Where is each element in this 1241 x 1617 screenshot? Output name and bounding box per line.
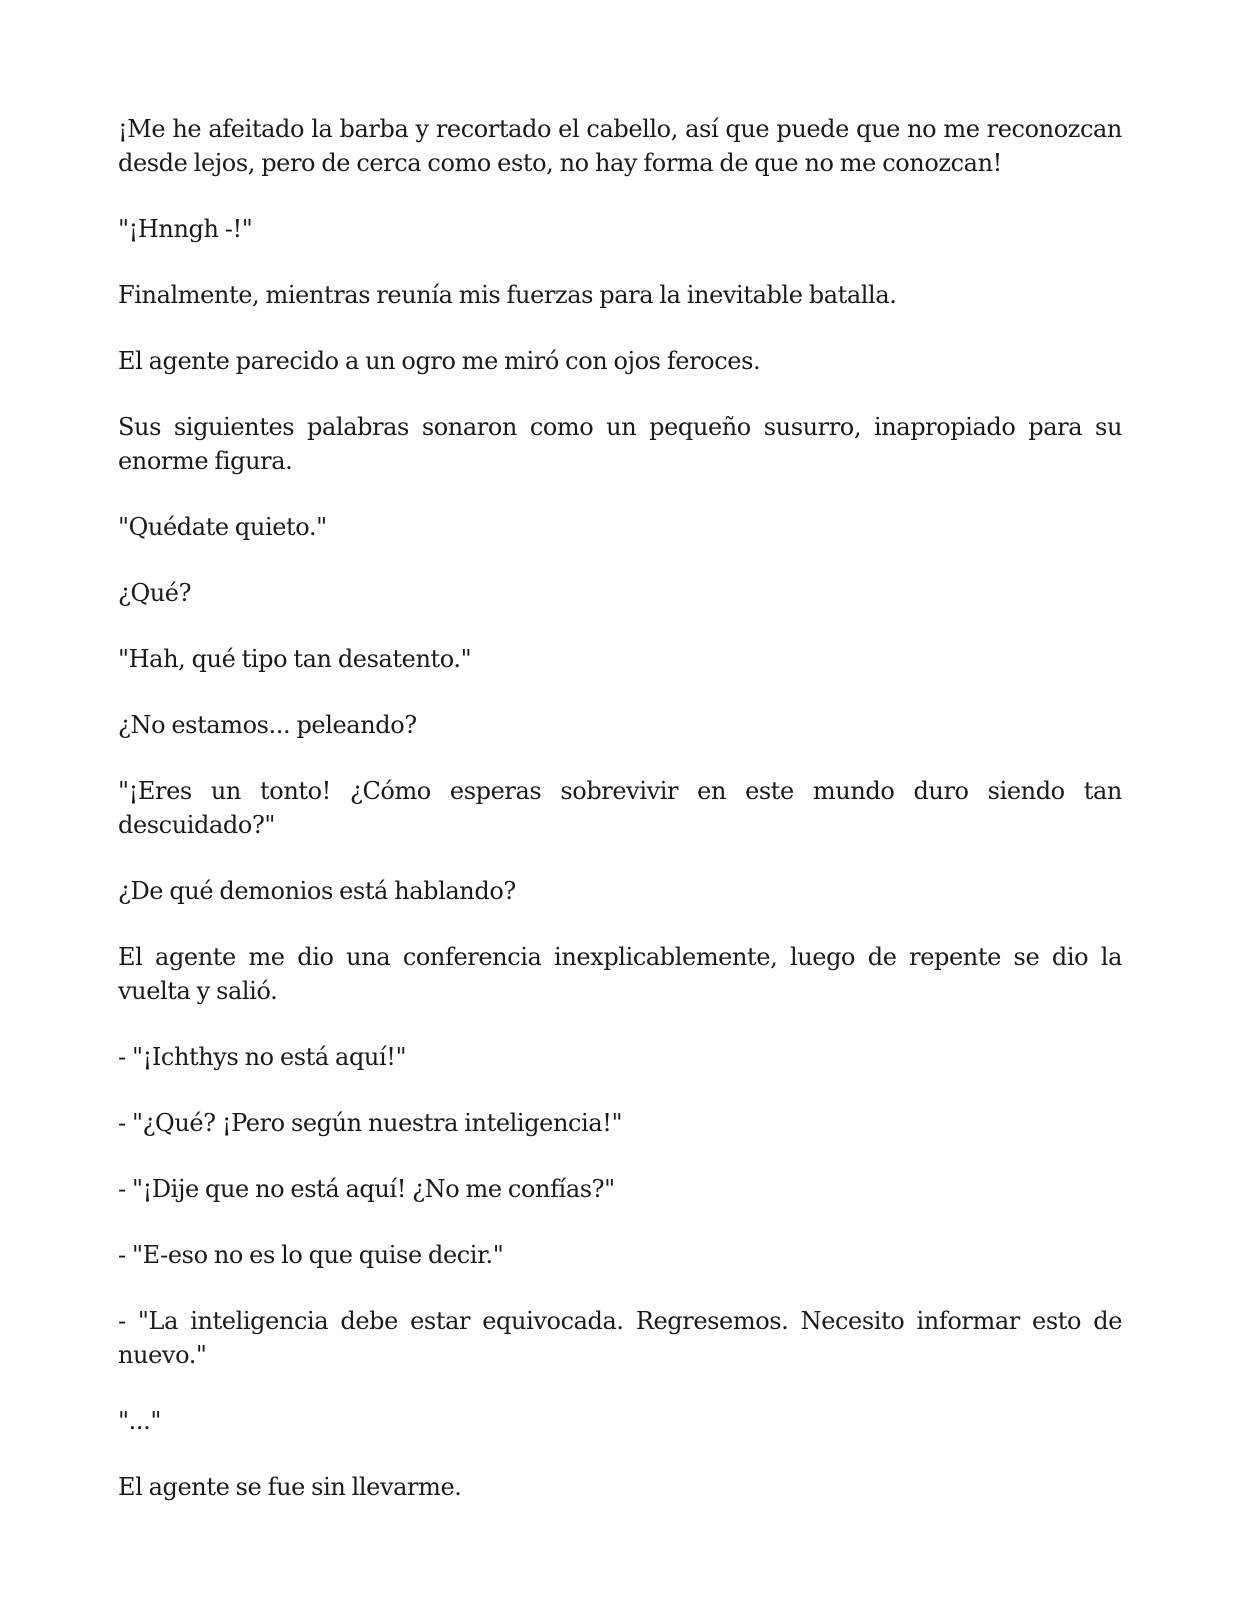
paragraph: ¿De qué demonios está hablando? [118, 877, 516, 905]
document-page [118, 112, 1122, 1536]
paragraph: - "¿Qué? ¡Pero según nuestra inteligencia!" [118, 1109, 623, 1137]
paragraph: - "¡Dije que no está aquí! ¿No me confías?" [118, 1175, 615, 1203]
paragraph: El agente me dio una conferencia inexplicablemente, luego de repente se dio la vuelta y salió. [118, 943, 1122, 1005]
paragraph: "Quédate quieto." [118, 513, 327, 541]
paragraph: - "E-eso no es lo que quise decir." [118, 1241, 504, 1269]
paragraph: Finalmente, mientras reunía mis fuerzas para la inevitable batalla. [118, 281, 897, 309]
paragraph: El agente parecido a un ogro me miró con ojos feroces. [118, 347, 761, 375]
paragraph: - "La inteligencia debe estar equivocada. Regresemos. Necesito informar esto de nuevo." [118, 1307, 1122, 1369]
paragraph: ¿No estamos... peleando? [118, 711, 417, 739]
paragraph: "Hah, qué tipo tan desatento." [118, 645, 472, 673]
paragraph: Sus siguientes palabras sonaron como un pequeño susurro, inapropiado para su enorme figura. [118, 413, 1122, 475]
paragraph: - "¡Ichthys no está aquí!" [118, 1043, 407, 1071]
paragraph: ¡Me he afeitado la barba y recortado el cabello, así que puede que no me reconozcan desde lejos, pero de cerca como esto, no hay forma de que no me conozcan! [118, 115, 1122, 177]
paragraph: "..." [118, 1407, 161, 1435]
paragraph: ¿Qué? [118, 579, 192, 607]
paragraph: "¡Hnngh -!" [118, 215, 253, 243]
paragraph: El agente se fue sin llevarme. [118, 1473, 462, 1501]
paragraph: "¡Eres un tonto! ¿Cómo esperas sobrevivir en este mundo duro siendo tan descuidado?" [118, 777, 1122, 839]
